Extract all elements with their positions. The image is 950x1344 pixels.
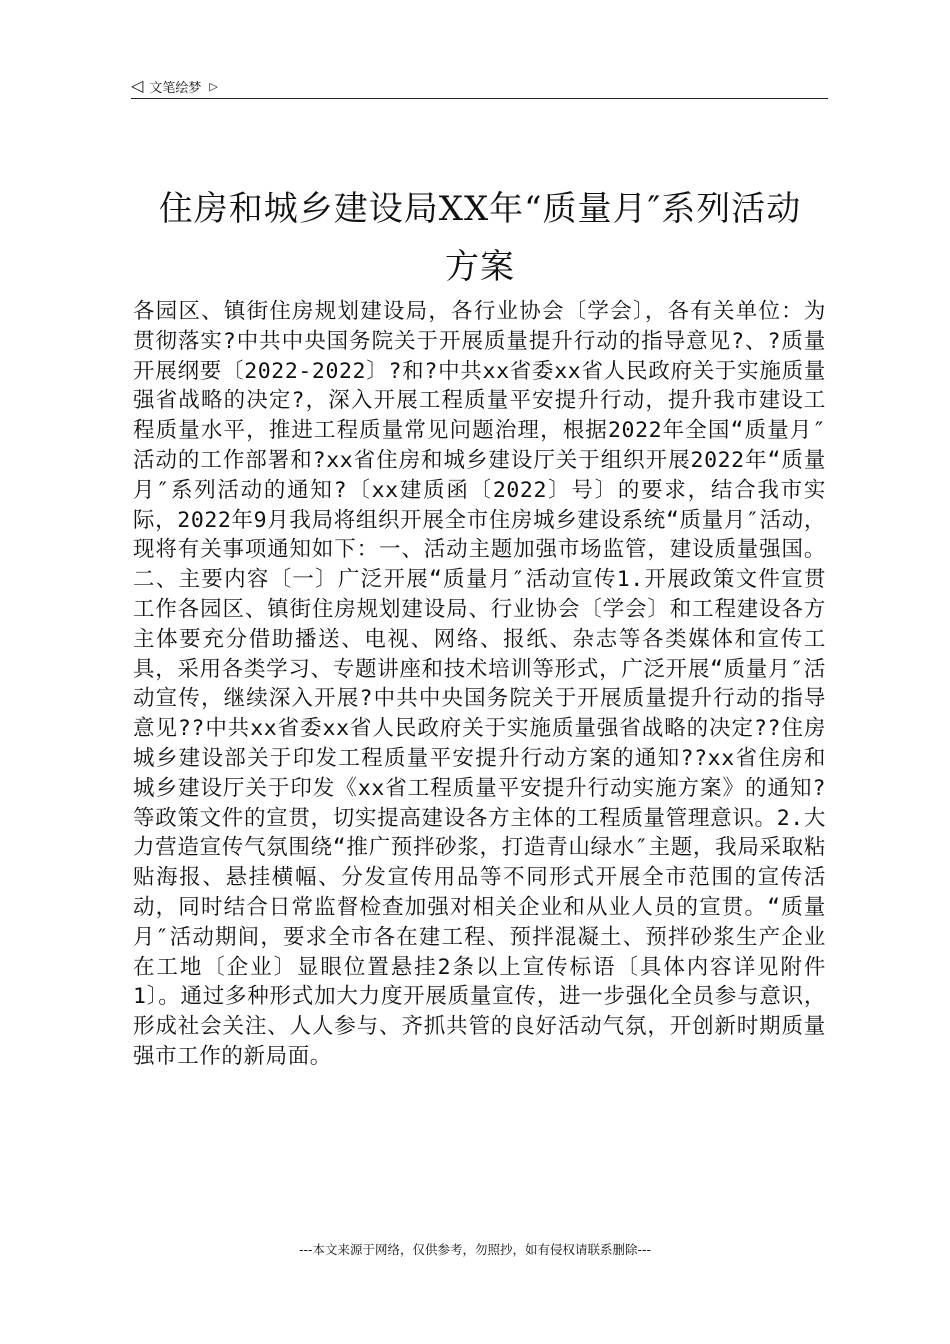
- document-title: [120, 180, 840, 296]
- triangle-left-icon: ◁: [131, 76, 144, 95]
- header-label: 文笔绘梦: [149, 80, 202, 96]
- title-line-2: 方案: [445, 247, 515, 287]
- page-header: [131, 74, 828, 98]
- triangle-right-icon: ▷: [209, 79, 218, 93]
- header-divider: [131, 98, 828, 99]
- title-line-1: 住房和城乡建设局XX年“质量月″系列活动: [158, 189, 802, 229]
- document-body: 各园区、镇街住房规划建设局，各行业协会〔学会〕，各有关单位：为贯彻落实?中共中央国务院关于开展质量提升行动的指导意见?、?质量开展纲要〔2022-2022〕?和?中共xx省委xx省人民政府关于实施质量强省战略的决定?，深入开展工程质量平安提升行动，提升我市建设工程质量水平，推进工程质量常见问题治理，根据2022年全国“质量月″活动的工作部署和?xx省住房和城乡建设厅关于组织开展2022年“质量月″系列活动的通知?〔xx建质函〔2022〕号〕的要求，结合我市实际，2022年9月我局将组织开展全市住房城乡建设系统“质量月″活动，现将有关事项通知如下：一、活动主题加强市场监管，建设质量强国。二、主要内容〔一〕广泛开展“质量月″活动宣传1.开展政策文件宣贯工作各园区、镇街住房规划建设局、行业协会〔学会〕和工程建设各方主体要充分借助播送、电视、网络、报纸、杂志等各类媒体和宣传工具，采用各类学习、专题讲座和技术培训等形式，广泛开展“质量月″活动宣传，继续深入开展?中共中央国务院关于开展质量提升行动的指导意见??中共xx省委xx省人民政府关于实施质量强省战略的决定??住房城乡建设部关于印发工程质量平安提升行动方案的通知??xx省住房和城乡建设厅关于印发《xx省工程质量平安提升行动实施方案》的通知?等政策文件的宣贯，切实提高建设各方主体的工程质量管理意识。2.大力营造宣传气氛围绕“推广预拌砂浆，打造青山绿水″主题，我局采取粘贴海报、悬挂横幅、分发宣传用品等不同形式开展全市范围的宣传活动，同时结合日常监督检查加强对相关企业和从业人员的宣贯。“质量月″活动期间，要求全市各在建工程、预拌混凝土、预拌砂浆生产企业在工地〔企业〕显眼位置悬挂2条以上宣传标语〔具体内容详见附件1〕。通过多种形式加大力度开展质量宣传，进一步强化全员参与意识，形成社会关注、人人参与、齐抓共管的良好活动气氛，开创新时期质量强市工作的新局面。: [133, 299, 826, 1069]
- page-footer: ---本文来源于网络，仅供参考，勿照抄，如有侵权请联系删除---: [298, 1242, 652, 1257]
